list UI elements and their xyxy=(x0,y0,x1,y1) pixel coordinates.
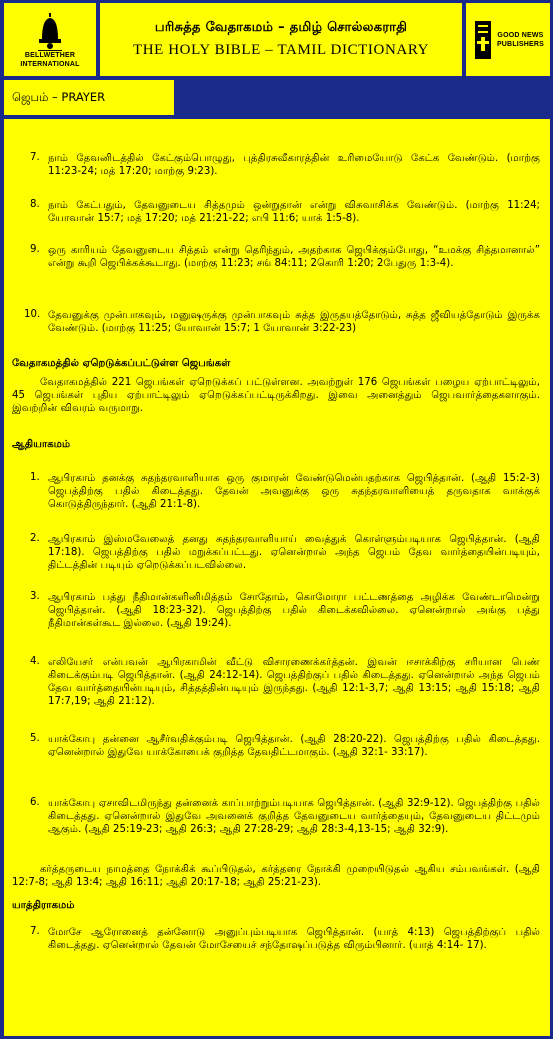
section-label: ஜெபம் – PRAYER xyxy=(12,89,106,104)
section-tab xyxy=(4,80,174,115)
book-heading-exodus: யாத்திராகமம் xyxy=(12,900,75,911)
item-text: நாம் தேவனிடத்தில் கேட்கும்பொழுது, புத்திரசுவீகாரத்தின் உரிமையோடு கேட்க வேண்டும். (மாற்கு 11:23-24; மத் 17:20; மாற்கு 9:23). xyxy=(48,153,540,177)
item-text: நாம் கேட்பதும், தேவனுடைய சித்தமும் ஒன்றுதான் என்று விசுவாசிக்க வேண்டும். (மாற்கு 11:24; யோவான் 15:7; மத் 17:20; மத் 21:21-22; எபி 11:6; யாக் 1:5-8). xyxy=(48,200,540,224)
list-item xyxy=(4,733,550,797)
list-item xyxy=(4,533,550,591)
title-english: THE HOLY BIBLE – TAMIL DICTIONARY xyxy=(132,42,430,58)
item-text: மோசே ஆரோனைத் தன்னோடு அனுப்பும்படியாக ஜெபித்தான். (யாத் 4:13) ஜெபத்திற்குப் பதில் கிடைத்தது. ஏனென்றால் தேவன் மோசேயைச் சந்தோஷப்படுத்த விரும்பினார். (யாத் 4:14- 17). xyxy=(48,927,540,951)
list-item xyxy=(4,591,550,656)
item-number: 7. xyxy=(30,926,40,937)
item-text: எலியேசர் என்பவன் ஆபிரகாமின் வீட்டு விசாரணைக்கர்த்தன். இவன் ஈசாக்கிற்கு சரியான பெண் கிடைக்கும்படி ஜெபித்தான். (ஆதி 24:12-14). ஜெபத்திற்குப் பதில் கிடைத்தது. ஏனென்றால் அந்த ஜெபம் தேவ வார்த்தையின்படியும், சித்தத்தின்படியும் இருந்தது. (ஆதி 12:1-3,7; ஆதி 13:15; ஆதி 15:18; ஆதி 17:7,19; ஆதி 21:12). xyxy=(48,657,540,707)
logo-text-line1: BELLWETHER xyxy=(24,51,76,59)
prayer-list-exodus xyxy=(4,926,550,952)
main-content xyxy=(4,119,550,1036)
logo-text-line1: GOOD NEWS xyxy=(497,31,544,39)
list-item xyxy=(4,926,550,952)
item-text: யாக்கோபு ஏசாவிடமிருந்து தன்னைக் காப்பாற்றும்படியாக ஜெபித்தான். (ஆதி 32:9-12). ஜெபத்திற்கு பதில் கிடைத்தது. ஏனென்றால் இதுவே அவனைக் குறித்த தேவனுடைய வார்த்தையும், தேவனுடைய திட்டமும் ஆகும். (ஆதி 25:19-23; ஆதி 26:3; ஆதி 27:28-29; ஆதி 28:3-4,13-15; ஆதி 32:9). xyxy=(48,798,540,835)
book-heading-genesis: ஆதியாகமம் xyxy=(12,439,71,450)
book-icon xyxy=(472,19,494,61)
item-text: யாக்கோபு தன்னை ஆசீர்வதிக்கும்படி ஜெபித்தான். (ஆதி 28:20-22). ஜெபத்திற்கு பதில் கிடைத்தது. ஏனென்றால் இதுவே யாக்கோபைக் குறித்த தேவதிட்டமாகும். (ஆதி 32:1- 33:17). xyxy=(48,734,540,758)
item-number: 6. xyxy=(30,797,40,808)
item-number: 9. xyxy=(30,244,40,255)
item-text: ஆபிரகாம் பத்து நீதிமான்களினிமித்தம் சோதோம், கொமோரா பட்டணத்தை அழிக்க வேண்டாமென்று ஜெபித்தான். (ஆதி 18:23-32). ஜெபத்திற்கு பதில் கிடைக்கவில்லை. ஏனென்றால் அங்கு பத்து நீதிமான்கள்கூட இல்லை. (ஆதி 19:24). xyxy=(48,592,540,629)
list-item xyxy=(4,656,550,733)
bell-icon xyxy=(36,11,64,51)
list-item xyxy=(4,472,550,533)
item-text: தேவனுக்கு முன்பாகவும், மனுஷருக்கு முன்பாகவும் சுத்த இருதயத்தோடும், சுத்த ஜீவியத்தோடும் இருக்க வேண்டும். (மாற்கு 11:25; யோவான் 15:7; 1 யோவான் 3:22-23) xyxy=(48,310,540,334)
list-item xyxy=(4,244,550,309)
bellwether-logo xyxy=(4,3,96,76)
logo-text-line2: INTERNATIONAL xyxy=(20,60,80,68)
item-text: ஆபிரகாம் தனக்கு சுதந்தரவாளியாக ஒரு குமாரன் வேண்டுமென்பதற்காக ஜெபித்தான். (ஆதி 15:2-3) ஜெபத்திற்கு பதில் கிடைத்தது. தேவன் அவனுக்கு ஒரு சுதந்தரவாளியைத் தருவதாக வாக்குக் கொடுத்திருந்தார். (ஆதி 21:1-8). xyxy=(48,473,540,510)
logo-text-line2: PUBLISHERS xyxy=(496,40,545,48)
list-item xyxy=(4,152,550,199)
section-heading: வேதாகமத்தில் ஏறெடுக்கப்பட்டுள்ள ஜெபங்கள் xyxy=(12,358,231,369)
list-item xyxy=(4,199,550,244)
item-number: 4. xyxy=(30,656,40,667)
page-title-box xyxy=(100,3,462,76)
item-number: 1. xyxy=(30,472,40,483)
prayer-list-genesis xyxy=(4,472,550,863)
good-news-logo xyxy=(466,3,550,76)
summary-paragraph: கர்த்தருடைய நாமத்தை நோக்கிக் கூப்பிடுதல், கர்த்தரை நோக்கி முறையிடுதல் ஆகிய சம்பவங்கள். (ஆதி 12:7-8; ஆதி 13:4; ஆதி 16:11; ஆதி 20:17-18; ஆதி 25:21-23). xyxy=(12,864,540,888)
list-item xyxy=(4,309,550,357)
list-item xyxy=(4,797,550,863)
item-number: 2. xyxy=(30,533,40,544)
item-number: 7. xyxy=(30,152,40,163)
item-number: 3. xyxy=(30,591,40,602)
prayer-list-top xyxy=(4,152,550,357)
title-tamil: பரிசுத்த வேதாகமம் – தமிழ் சொல்லகராதி xyxy=(154,20,408,35)
item-text: ஆபிரகாம் இஸ்மவேலைத் தனது சுதந்தரவாளியாய் வைத்துக் கொள்ளும்படியாக ஜெபித்தான். (ஆதி 17:18). ஜெபத்திற்கு பதில் மறுக்கப்பட்டது. ஏனென்றால் அந்த ஜெபம் தேவ வார்த்தையின்படியும், திட்டத்தின் படியும் ஏறெடுக்கப்படவில்லை. xyxy=(48,534,540,571)
intro-paragraph: வேதாகமத்தில் 221 ஜெபங்கள் ஏறெடுக்கப் பட்டுள்ளன. அவற்றுள் 176 ஜெபங்கள் பழைய ஏற்பாட்டிலும், 45 ஜெபங்கள் புதிய ஏற்பாட்டிலும் ஏறெடுக்கப்பட்டிருக்கிறது. இவை அனைத்தும் ஜெபவார்த்தைகளாகும். இவற்றின் விவரம் வருமாறு. xyxy=(12,377,540,414)
item-number: 5. xyxy=(30,733,40,744)
item-text: ஒரு காரியம் தேவனுடைய சித்தம் என்று தெரிந்தும், அதற்காக ஜெபிக்கும்போது, “உமக்கு சித்தமானால்” என்று கூறி ஜெபிக்கக்கூடாது. (மாற்கு 11:23; சங் 84:11; 2கொரி 1:20; 2பேதுரு 1:3-4). xyxy=(48,245,540,269)
item-number: 10. xyxy=(24,309,41,320)
item-number: 8. xyxy=(30,199,40,210)
